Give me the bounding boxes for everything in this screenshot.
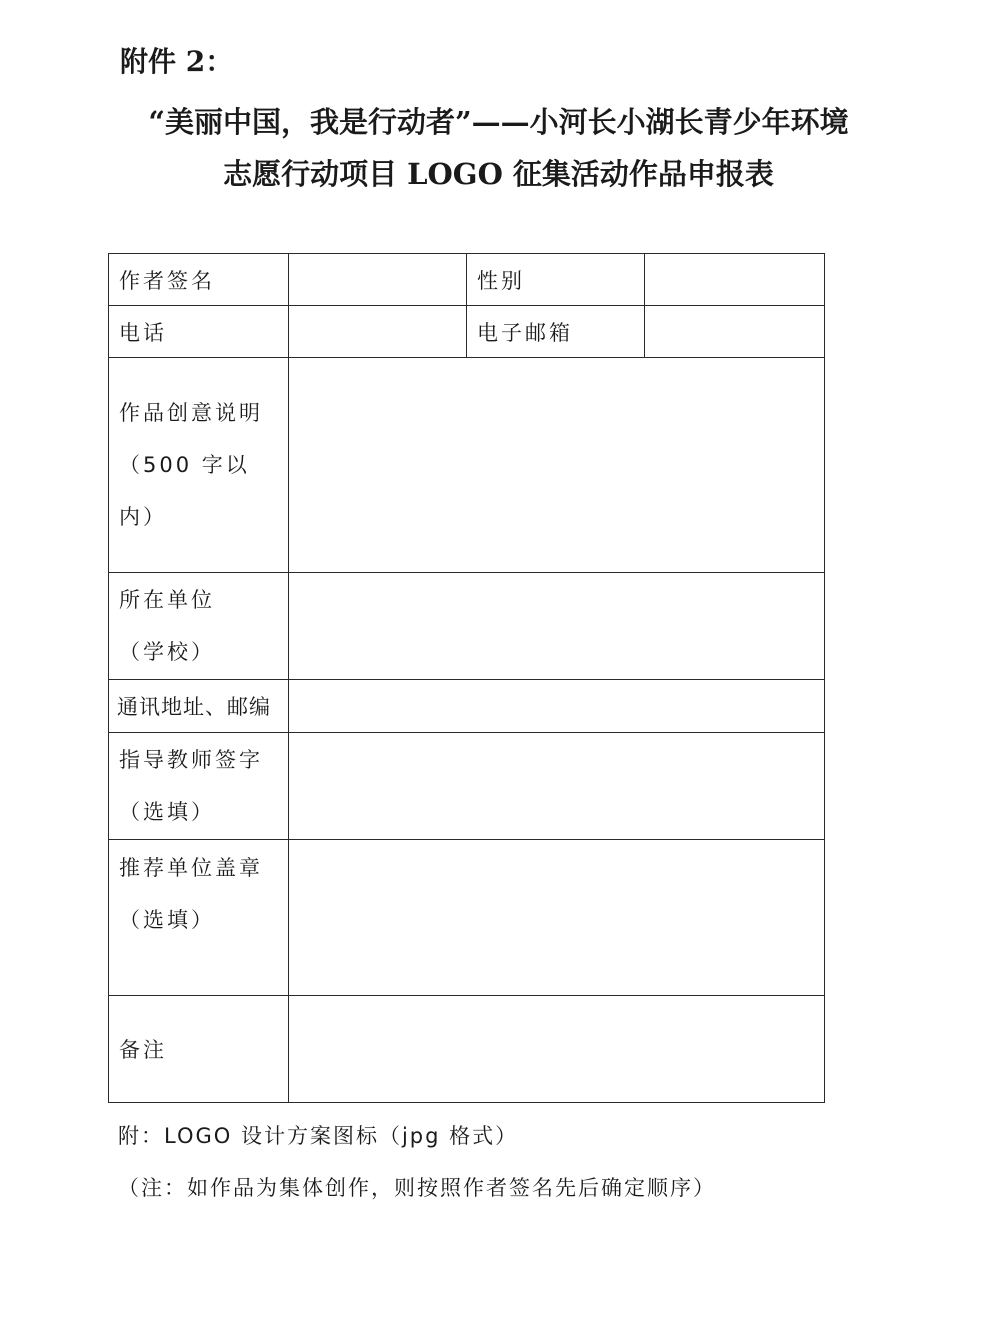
form-row-description bbox=[109, 358, 825, 573]
form-row-contact bbox=[109, 306, 825, 358]
form-title-line-2: 志愿行动项目 LOGO 征集活动作品申报表 bbox=[223, 157, 774, 191]
address-field[interactable] bbox=[289, 680, 825, 733]
recommend-stamp-field[interactable] bbox=[289, 840, 825, 996]
unit-label-cell bbox=[109, 573, 289, 680]
application-form-table bbox=[108, 253, 825, 1103]
attachment-label: 附件 2： bbox=[120, 45, 234, 78]
description-label-cell bbox=[109, 358, 289, 573]
unit-label: 所在单位 bbox=[119, 588, 215, 612]
remarks-label: 备注 bbox=[109, 996, 289, 1103]
remarks-field[interactable] bbox=[289, 996, 825, 1103]
form-row-teacher bbox=[109, 733, 825, 840]
email-field[interactable] bbox=[645, 306, 825, 358]
phone-label: 电话 bbox=[109, 306, 289, 358]
author-signature-field[interactable] bbox=[289, 254, 467, 306]
author-signature-label: 作者签名 bbox=[109, 254, 289, 306]
teacher-label-cell bbox=[109, 733, 289, 840]
unit-note: （学校） bbox=[119, 640, 215, 664]
recommend-note: （选填） bbox=[119, 908, 215, 932]
form-row-unit bbox=[109, 573, 825, 680]
form-row-remarks bbox=[109, 996, 825, 1103]
form-row-recommend bbox=[109, 840, 825, 996]
recommend-label-cell bbox=[109, 840, 289, 996]
collective-creation-note: （注：如作品为集体创作，则按照作者签名先后确定顺序） bbox=[118, 1176, 716, 1200]
gender-label: 性别 bbox=[467, 254, 645, 306]
description-label: 作品创意说明 bbox=[119, 401, 263, 425]
address-label: 通讯地址、邮编 bbox=[109, 680, 289, 733]
teacher-signature-field[interactable] bbox=[289, 733, 825, 840]
recommend-label: 推荐单位盖章 bbox=[119, 856, 263, 880]
description-note: （500 字以内） bbox=[119, 453, 250, 529]
attachment-note: 附：LOGO 设计方案图标（jpg 格式） bbox=[118, 1124, 519, 1148]
unit-field[interactable] bbox=[289, 573, 825, 680]
form-row-address bbox=[109, 680, 825, 733]
teacher-label: 指导教师签字 bbox=[119, 748, 263, 772]
phone-field[interactable] bbox=[289, 306, 467, 358]
email-label: 电子邮箱 bbox=[467, 306, 645, 358]
gender-field[interactable] bbox=[645, 254, 825, 306]
description-field[interactable] bbox=[289, 358, 825, 573]
form-row-author bbox=[109, 254, 825, 306]
form-title-line-1: “美丽中国，我是行动者”——小河长小湖长青少年环境 bbox=[148, 105, 849, 139]
teacher-note: （选填） bbox=[119, 800, 215, 824]
